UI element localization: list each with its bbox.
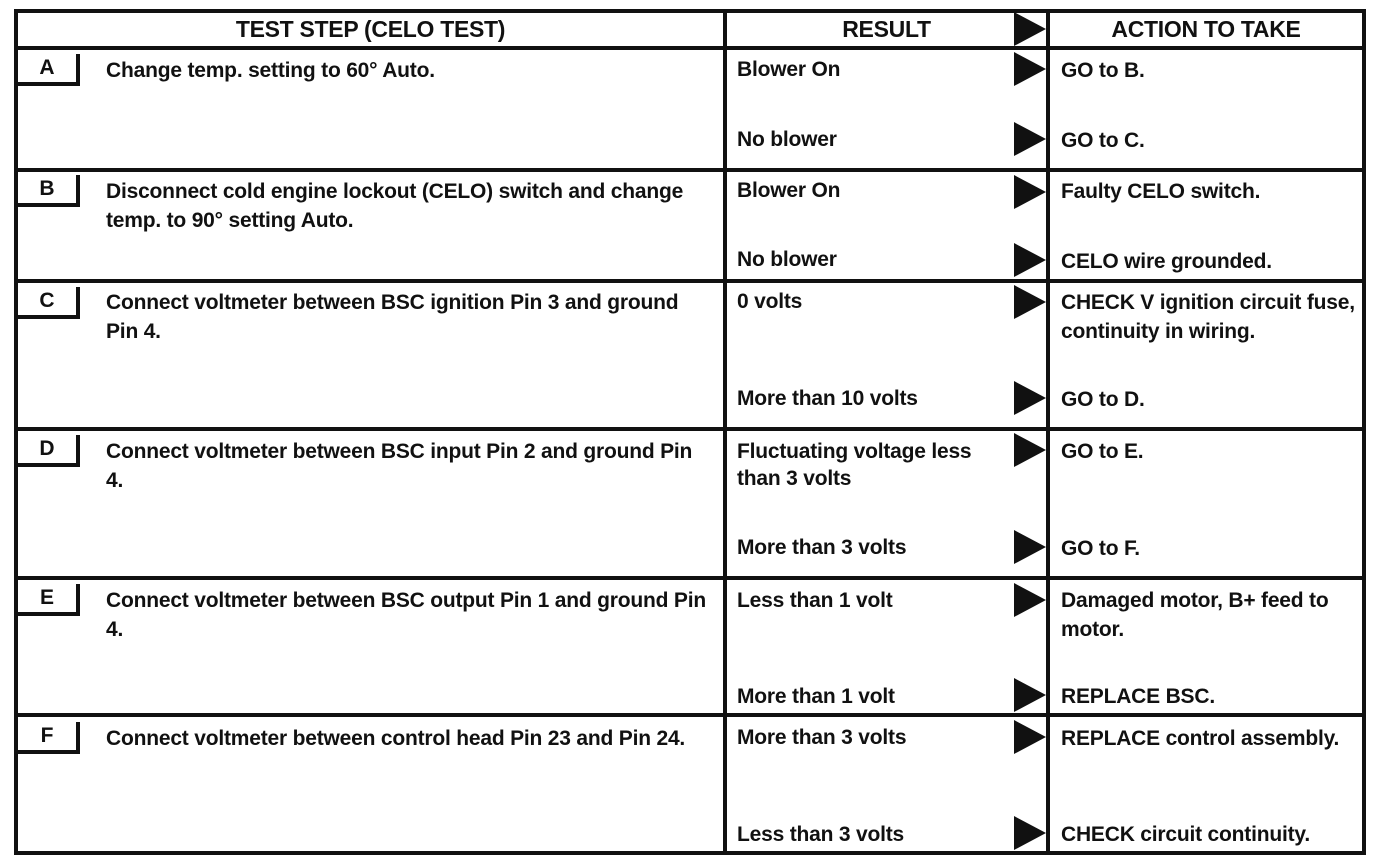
result-text: More than 3 volts bbox=[737, 726, 907, 749]
result-text: More than 10 volts bbox=[737, 387, 918, 410]
arrow-icon bbox=[1014, 52, 1046, 86]
step-description: Disconnect cold engine lockout (CELO) switch and change temp. to 90° setting Auto. bbox=[106, 180, 684, 232]
arrow-icon bbox=[1014, 678, 1046, 712]
arrow-icon bbox=[1014, 433, 1046, 467]
step-label: C bbox=[18, 287, 80, 319]
result-text: No blower bbox=[737, 128, 837, 151]
result-text: Blower On bbox=[737, 179, 841, 202]
action-text: Faulty CELO switch. bbox=[1061, 180, 1261, 203]
arrow-icon bbox=[1014, 381, 1046, 415]
action-text: Damaged motor, B+ feed to motor. bbox=[1061, 589, 1329, 641]
action-text: GO to E. bbox=[1061, 440, 1144, 463]
step-description: Connect voltmeter between BSC output Pin 1 and ground Pin 4. bbox=[106, 589, 706, 641]
step-label: B bbox=[18, 175, 80, 207]
arrow-icon bbox=[1014, 720, 1046, 754]
column-separator-result bbox=[723, 9, 727, 855]
column-separator-action bbox=[1046, 9, 1050, 855]
result-text: 0 volts bbox=[737, 290, 803, 313]
action-text: CHECK V ignition circuit fuse, continuity in wiring. bbox=[1061, 291, 1355, 343]
action-text: GO to D. bbox=[1061, 388, 1145, 411]
step-label: E bbox=[18, 584, 80, 616]
step-label: A bbox=[18, 54, 80, 86]
result-text: More than 1 volt bbox=[737, 685, 895, 708]
action-text: REPLACE BSC. bbox=[1061, 685, 1215, 708]
row-separator bbox=[14, 168, 1366, 172]
header-arrow-icon bbox=[1014, 12, 1046, 46]
row-separator bbox=[14, 576, 1366, 580]
arrow-icon bbox=[1014, 285, 1046, 319]
action-text: GO to C. bbox=[1061, 129, 1145, 152]
result-text: Blower On bbox=[737, 58, 841, 81]
result-text: More than 3 volts bbox=[737, 536, 907, 559]
step-label: D bbox=[18, 435, 80, 467]
header-result: RESULT bbox=[842, 15, 931, 42]
step-label: F bbox=[18, 722, 80, 754]
step-description: Connect voltmeter between BSC input Pin 2 and ground Pin 4. bbox=[106, 440, 693, 492]
header-action: ACTION TO TAKE bbox=[1111, 15, 1301, 42]
result-text: No blower bbox=[737, 248, 837, 271]
row-separator bbox=[14, 279, 1366, 283]
arrow-icon bbox=[1014, 243, 1046, 277]
action-text: CELO wire grounded. bbox=[1061, 250, 1272, 273]
arrow-icon bbox=[1014, 530, 1046, 564]
result-text: Less than 1 volt bbox=[737, 589, 893, 612]
action-text: GO to B. bbox=[1061, 59, 1145, 82]
action-text: REPLACE control assembly. bbox=[1061, 727, 1340, 750]
arrow-icon bbox=[1014, 816, 1046, 850]
arrow-icon bbox=[1014, 122, 1046, 156]
step-description: Change temp. setting to 60° Auto. bbox=[106, 59, 435, 82]
arrow-icon bbox=[1014, 175, 1046, 209]
row-separator bbox=[14, 713, 1366, 717]
action-text: CHECK circuit continuity. bbox=[1061, 823, 1310, 846]
row-separator bbox=[14, 427, 1366, 431]
header-bottom-border bbox=[14, 46, 1366, 50]
table-bottom-border bbox=[14, 851, 1366, 855]
step-description: Connect voltmeter between control head Pin 23 and Pin 24. bbox=[106, 727, 686, 750]
table-right-border bbox=[1362, 9, 1366, 855]
arrow-icon bbox=[1014, 583, 1046, 617]
action-text: GO to F. bbox=[1061, 537, 1140, 560]
result-text: Less than 3 volts bbox=[737, 823, 904, 846]
step-description: Connect voltmeter between BSC ignition Pin 3 and ground Pin 4. bbox=[106, 291, 679, 343]
result-text: Fluctuating voltage less than 3 volts bbox=[737, 440, 972, 490]
header-test-step: TEST STEP (CELO TEST) bbox=[235, 15, 506, 42]
